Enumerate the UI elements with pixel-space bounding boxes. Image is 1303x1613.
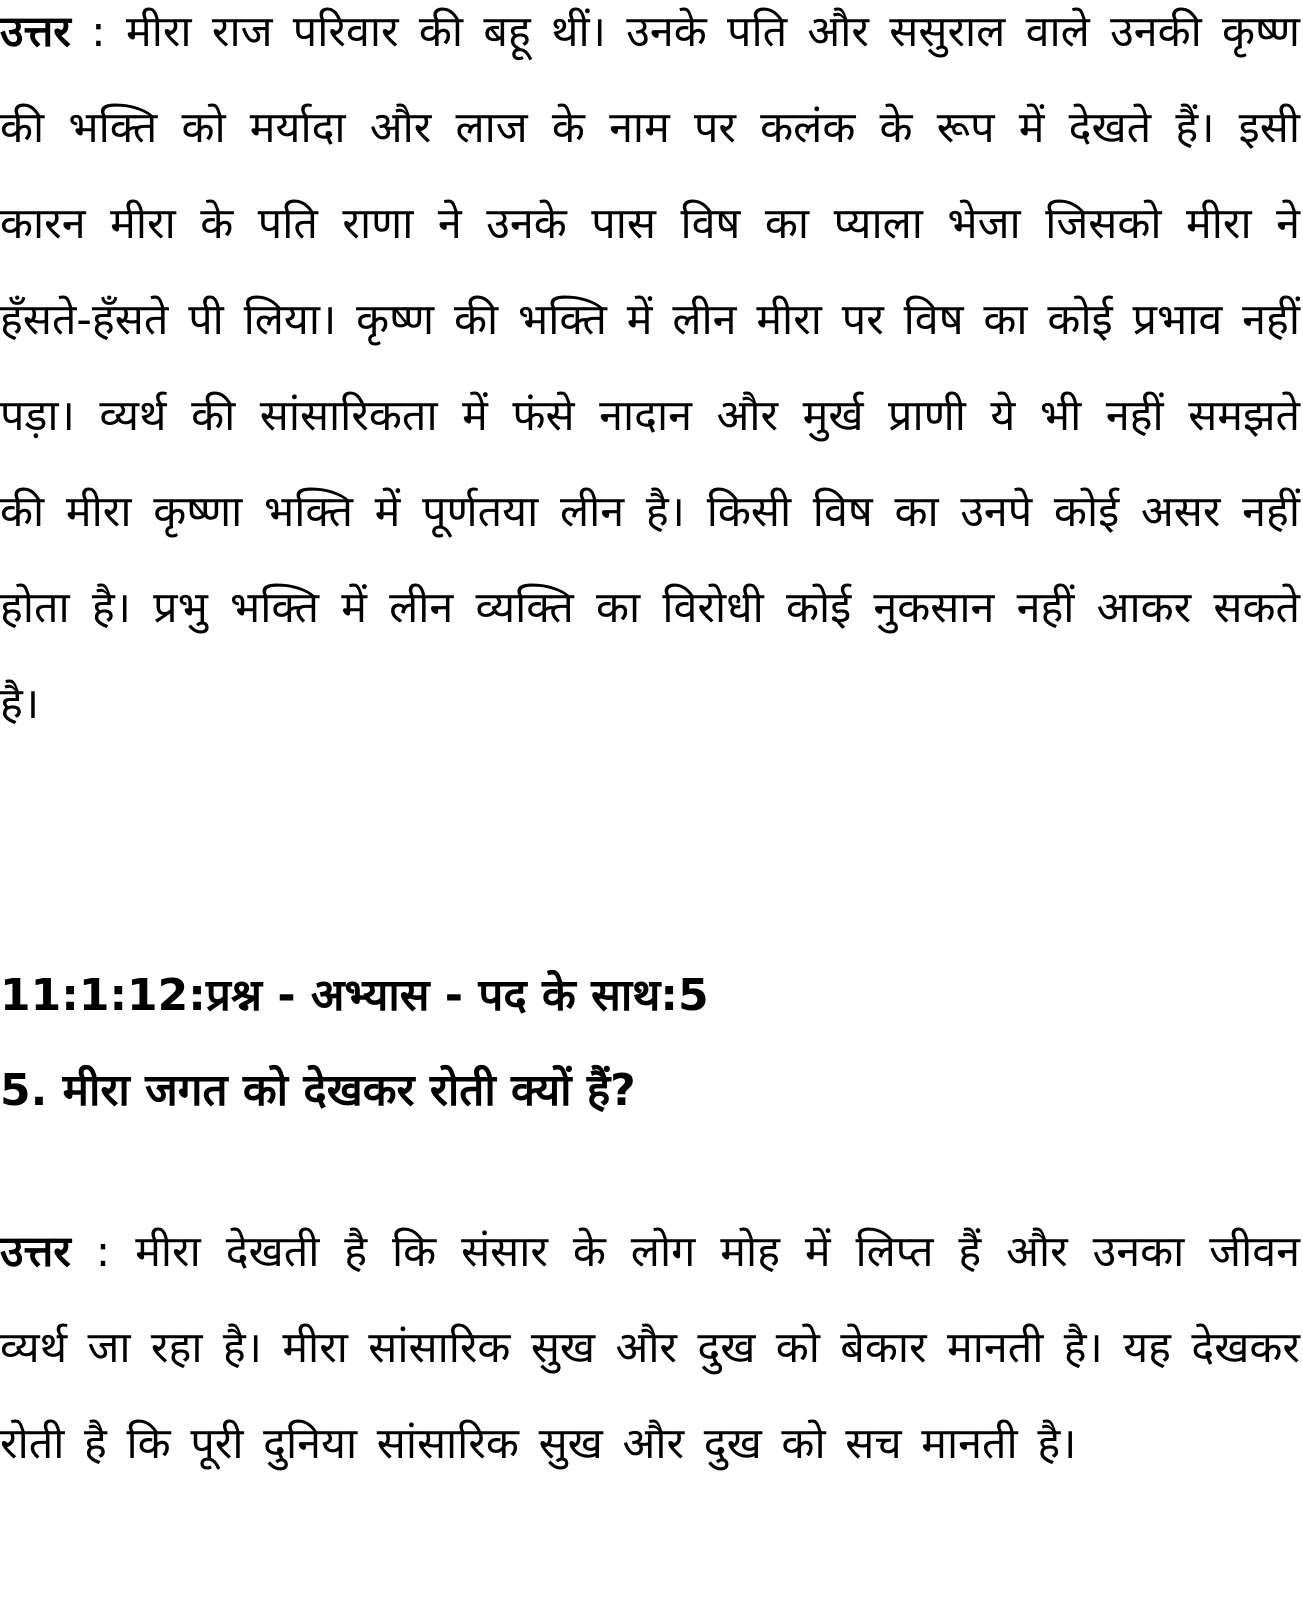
question-heading: 5. मीरा जगत को देखकर रोती क्यों हैं? (0, 1065, 636, 1116)
answer-text: : मीरा राज परिवार की बहू थीं। उनके पति और ससुराल वाले उनकी कृष्ण की भक्ति को मर्यादा और लाज के नाम पर कलंक के रूप में देखते हैं। इसी कारन मीरा के पति राणा ने उनके पास विष का प्याला भेजा जिसको मीरा ने हँसते-हँसते पी लिया। कृष्ण की भक्ति में लीन मीरा पर विष का कोई प्रभाव नहीं पड़ा। व्यर्थ की सांसारिकता में फंसे नादान और मुर्ख प्राणी ये भी नहीं समझते की मीरा कृष्णा भक्ति में पूर्णतया लीन है। किसी विष का उनपे कोई असर नहीं होता है। प्रभु भक्ति में लीन व्यक्ति का विरोधी कोई नुकसान नहीं आकर सकते है। (0, 7, 1300, 729)
answer-label: उत्तर (0, 7, 71, 57)
question-reference: 11:1:12:प्रश्न - अभ्यास - पद के साथ:5 (0, 970, 709, 1021)
answer-text: : मीरा देखती है कि संसार के लोग मोह में लिप्त हैं और उनका जीवन व्यर्थ जा रहा है। मीरा सांसारिक सुख और दुख को बेकार मानती है। यह देखकर रोती है कि पूरी दुनिया सांसारिक सुख और दुख को सच मानती है। (0, 1227, 1300, 1469)
answer-label: उत्तर (0, 1227, 71, 1277)
answer-paragraph-2 (0, 1204, 1300, 1492)
answer-paragraph-1 (0, 0, 1300, 752)
